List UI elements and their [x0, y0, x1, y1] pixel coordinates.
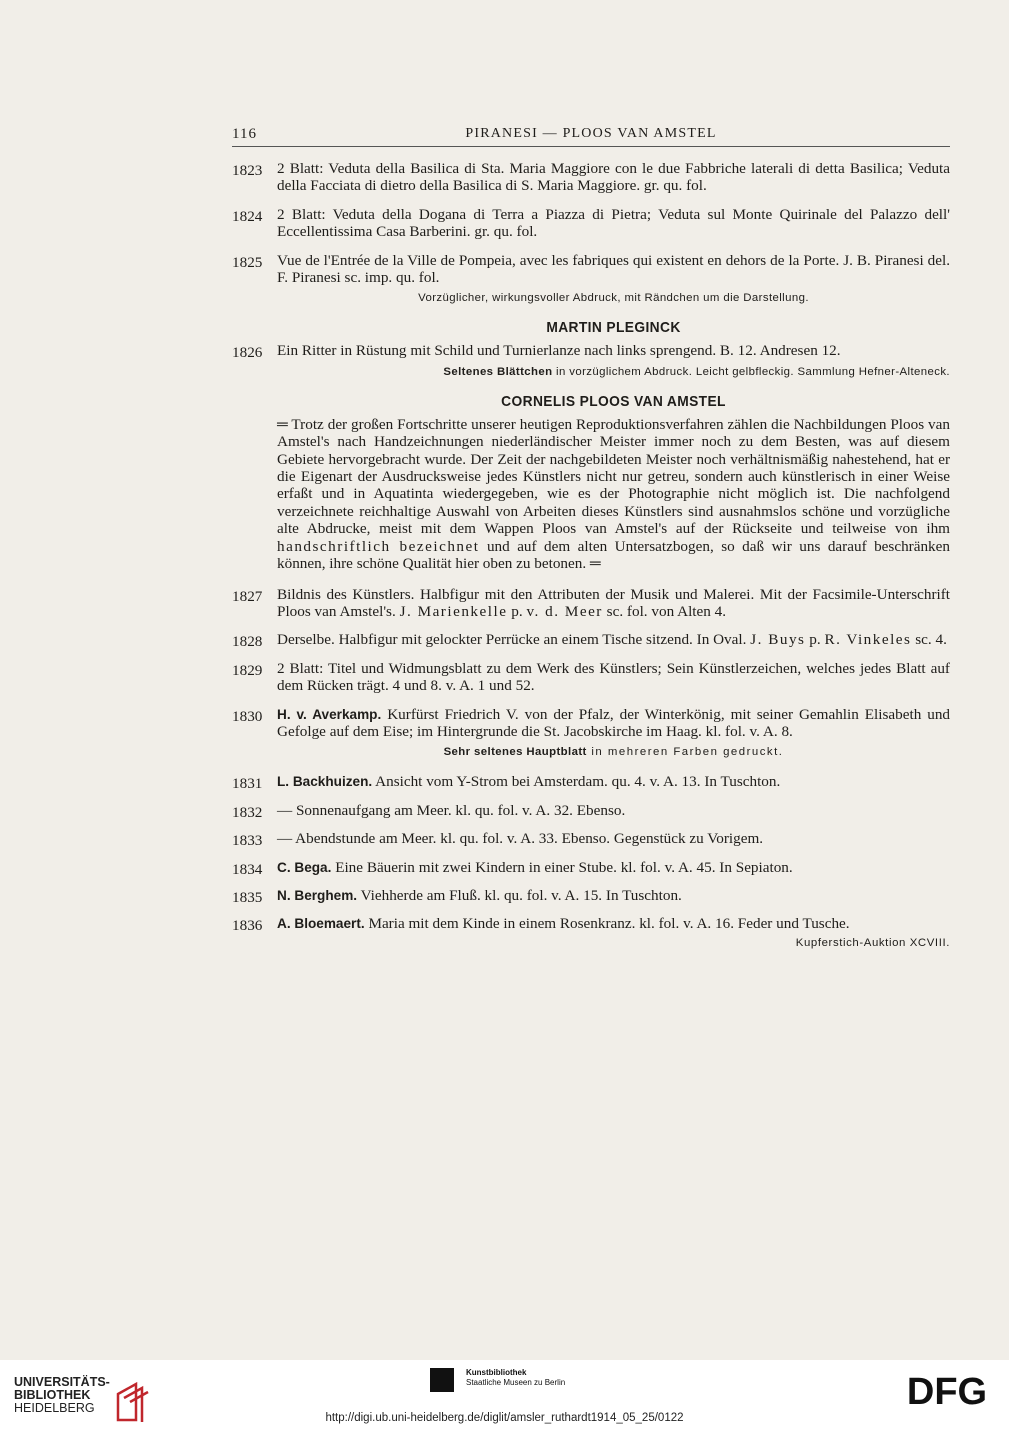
intro-paragraph	[232, 416, 950, 573]
lot-number: 1828	[232, 633, 263, 651]
entry-note: Vorzüglicher, wirkungsvoller Abdruck, mit Rändchen um die Darstellung.	[418, 292, 809, 305]
artist-heading: MARTIN PLEGINCK	[546, 319, 681, 337]
entry-text: — Sonnenaufgang am Meer. kl. qu. fol. v. A. 32. Ebenso.	[277, 801, 626, 819]
lot-number: 1824	[232, 207, 263, 225]
catalogue-entry	[232, 830, 950, 850]
entry-text: 2 Blatt: Titel und Widmungsblatt zu dem Werk des Künstlers; Sein Künstlerzeichen, welches jedes Blatt auf dem Rücken trägt. 4 und 8. v. A. 1 und 52.	[277, 659, 950, 695]
entry-text: p.	[507, 602, 527, 620]
catalogue-entry	[232, 706, 950, 741]
note-text: in vorzüglichem Abdruck. Leicht gelbfleckig. Sammlung Hefner-Alteneck.	[552, 365, 950, 378]
artist-name: N. Berghem.	[277, 887, 358, 903]
entry-text: 2 Blatt: Veduta della Basilica di Sta. Maria Maggiore con le due Fabbriche laterali di detta Basilica; Veduta della Facciata di dietro della Basilica di S. Maria Maggiore. gr. qu. fol.	[277, 160, 950, 195]
artist-name: H. v. Averkamp.	[277, 706, 382, 722]
lot-number: 1836	[232, 917, 263, 935]
ub-line: UNIVERSITÄTS-	[14, 1375, 110, 1389]
catalogue-entry	[232, 773, 950, 793]
kb-line: Staatliche Museen zu Berlin	[466, 1378, 566, 1387]
lot-number: 1833	[232, 832, 263, 850]
entry-text: Maria mit dem Kinde in einem Rosenkranz. kl. fol. v. A. 16. Feder und Tusche.	[364, 915, 850, 933]
catalogue-content	[232, 160, 950, 949]
entry-text: — Abendstunde am Meer. kl. qu. fol. v. A. 33. Ebenso. Gegenstück zu Vorigem.	[277, 830, 764, 848]
entry-text: sc. fol. von Alten 4.	[602, 602, 727, 620]
spaced-name: J. Marienkelle	[399, 602, 508, 620]
lot-number: 1835	[232, 888, 263, 906]
entry-text: Ein Ritter in Rüstung mit Schild und Turnierlanze nach links sprengend. B. 12. Andresen 12.	[277, 342, 841, 360]
artist-name: L. Backhuizen.	[277, 774, 373, 790]
ub-heidelberg-logo[interactable]	[14, 1376, 110, 1415]
note-text: in mehreren Farben gedruckt.	[586, 746, 784, 759]
spaced-name: v. d. Meer	[526, 602, 603, 620]
spaced-name: J. Buys	[750, 631, 806, 649]
catalogue-entry	[232, 252, 950, 287]
entry-text: Bildnis des Künstlers. Halbfigur mit den Attributen der Musik und Malerei. Mit der Facsimile-Unterschrift Ploos van Amstel's.	[277, 585, 950, 620]
lot-number: 1834	[232, 860, 263, 878]
catalogue-entry	[232, 887, 950, 904]
running-title: PIRANESI — PLOOS VAN AMSTEL	[465, 126, 717, 141]
catalogue-entry	[232, 631, 950, 651]
entry-text: 2 Blatt: Veduta della Dogana di Terra a Piazza di Pietra; Veduta sul Monte Quirinale del Palazzo dell' Eccellentissima Casa Barberini. gr. qu. fol.	[277, 205, 950, 241]
running-header	[232, 126, 950, 147]
catalogue-entry	[232, 342, 950, 362]
ub-line: HEIDELBERG	[14, 1401, 95, 1415]
entry-note	[232, 365, 950, 380]
artist-name: C. Bega.	[277, 859, 332, 875]
entry-note	[232, 745, 950, 760]
ub-logo-text	[14, 1376, 110, 1415]
intro-spaced-text: handschriftlich bezeichnet	[277, 537, 480, 555]
kb-text	[466, 1368, 565, 1388]
lot-number: 1832	[232, 803, 263, 821]
intro-text: ═ Trotz der großen Fortschritte unserer heutigen Reproduktionsverfahren zählen die Nachbildungen Ploos van Amstel's nach Handzeichnungen niederländischer Meister immer noch zu dem Besten, was auf diesem Gebiete hervorgebracht wurde. Der Zeit der nachgebildeten Meister noch verhältnismäßig nahestehend, hat er die Eigenart der Ausdrucksweise jedes Künstlers nicht nur getreu, sondern auch künstlerisch in einer Weise erfaßt und in Aquatinta wiedergegeben, wie es der Photographie nicht möglich ist. Die nachfolgend verzeichnete reichhaltige Auswahl von Arbeiten dieses Künstlers sind ausnahmslos schöne und vorzügliche alte Abdrucke, meist mit dem Wappen Ploos van Amstel's auf der Rückseite und teilweise von ihm	[277, 415, 950, 538]
entry-text: Vue de l'Entrée de la Ville de Pompeia, avec les fabriques qui existent en dehors de la Porte. J. B. Piranesi del. F. Piranesi sc. imp. qu. fol.	[277, 251, 950, 287]
entry-text: Derselbe. Halbfigur mit gelockter Perrücke an einem Tische sitzend. In Oval.	[277, 631, 751, 649]
catalogue-entry	[232, 206, 950, 241]
auction-reference: Kupferstich-Auktion XCVIII.	[795, 936, 950, 949]
lot-number: 1826	[232, 344, 263, 362]
digitization-footer	[0, 1360, 1009, 1430]
catalogue-entry	[232, 915, 950, 935]
dfg-logo-text: DFG	[906, 1371, 988, 1410]
entry-text: sc. 4.	[911, 631, 947, 649]
lot-number: 1827	[232, 587, 263, 605]
entry-text: Kurfürst Friedrich V. von der Pfalz, der Winterkönig, mit seiner Gemahlin Elisabeth und Gefolge auf dem Eise; im Hintergrunde die St. Jacobskirche im Haag. kl. fol. v. A. 8.	[277, 705, 951, 740]
catalogue-entry	[232, 802, 950, 819]
catalogue-entry	[232, 859, 950, 876]
artist-name: A. Bloemaert.	[277, 916, 365, 932]
ub-line: BIBLIOTHEK	[14, 1388, 91, 1402]
dfg-logo[interactable]	[898, 1370, 996, 1410]
spaced-name: R. Vinkeles	[824, 631, 912, 649]
permalink-url[interactable]: http://digi.ub.uni-heidelberg.de/diglit/amsler_ruthardt1914_05_25/0122	[325, 1412, 684, 1424]
entry-text: Eine Bäuerin mit zwei Kindern in einer Stube. kl. fol. v. A. 45. In Sepiaton.	[331, 858, 793, 876]
catalogue-entry	[232, 586, 950, 621]
entry-text: Viehherde am Fluß. kl. qu. fol. v. A. 15. In Tuschton.	[357, 886, 682, 904]
intro-text: und auf dem alten Untersatzbogen, so daß wir uns darauf beschränken können, ihre schöne Qualität hier oben zu betonen. ═	[277, 537, 950, 573]
entry-text: Ansicht vom Y-Strom bei Amsterdam. qu. 4. v. A. 13. In Tuschton.	[372, 773, 781, 791]
lot-number: 1823	[232, 162, 263, 179]
note-emphasis: Sehr seltenes Hauptblatt	[443, 746, 587, 759]
artist-heading: CORNELIS PLOOS VAN AMSTEL	[501, 392, 726, 410]
lot-number: 1825	[232, 253, 263, 271]
catalogue-entry	[232, 160, 950, 195]
entry-text: p.	[805, 631, 825, 649]
lot-number: 1829	[232, 661, 263, 679]
lot-number: 1830	[232, 707, 263, 725]
kb-mark-icon	[430, 1368, 454, 1392]
catalogue-entry	[232, 660, 950, 695]
note-emphasis: Seltenes Blättchen	[443, 365, 553, 378]
page-number: 116	[232, 126, 257, 142]
kb-line: Kunstbibliothek	[466, 1368, 527, 1377]
lot-number: 1831	[232, 775, 263, 793]
